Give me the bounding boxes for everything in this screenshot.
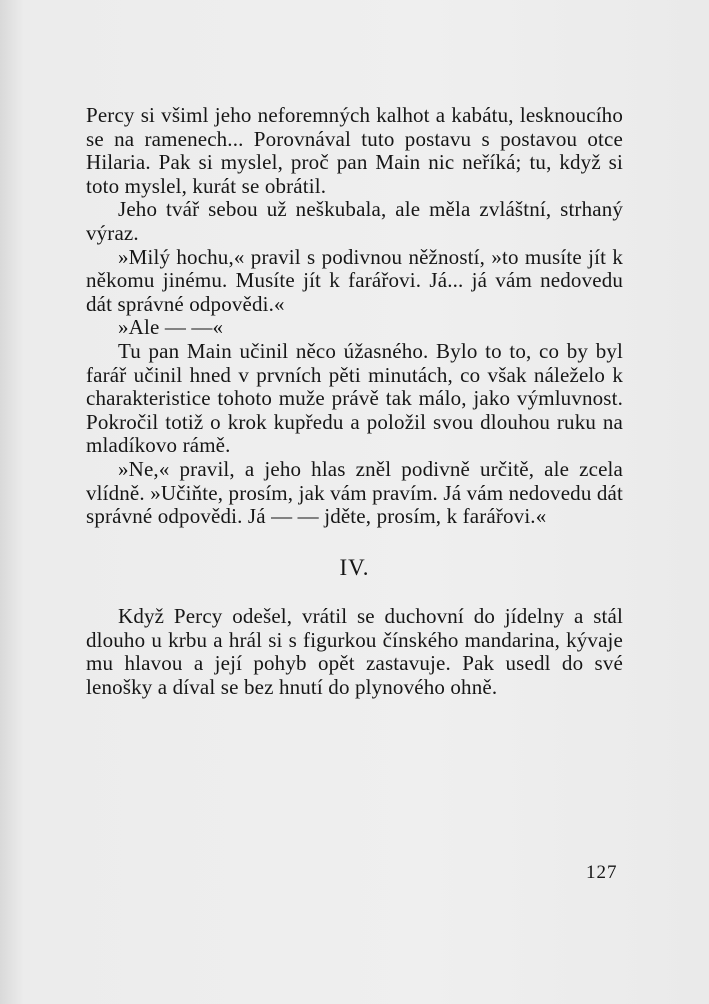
paragraph: Jeho tvář sebou už neškubala, ale měla zvláštní, strhaný výraz. bbox=[86, 197, 623, 245]
paragraph: »Ale — —« bbox=[118, 315, 224, 340]
paragraph: »Milý hochu,« pravil s podivnou něžností, »to musíte jít k někomu jinému. Musíte jít k farářovi. Já... já vám nedovedu dát správné odpovědi.« bbox=[86, 244, 623, 316]
paragraph: »Ne,« pravil, a jeho hlas zněl podivně určitě, ale zcela vlídně. »Učiňte, prosím, jak vám pravím. Já vám nedovedu dát správné odpovědi. Já — — jděte, prosím, k farářovi.« bbox=[86, 456, 623, 529]
page-number: 127 bbox=[586, 862, 618, 883]
body-text bbox=[86, 104, 623, 700]
paragraph: Percy si všiml jeho neforemných kalhot a kabátu, lesknoucího se na ramenech... Porovnával tuto postavu s postavou otce Hilaria. Pak si myslel, proč pan Main nic neříká; tu, když si toto myslel, kurát se obrátil. bbox=[86, 103, 623, 198]
section-heading: IV. bbox=[339, 554, 370, 580]
paragraph: Když Percy odešel, vrátil se duchovní do jídelny a stál dlouho u krbu a hrál si s figurkou čínského mandarina, kývaje mu hlavou a její pohyb opět zastavuje. Pak usedl do své lenošky a díval se bez hnutí do plynového ohně. bbox=[86, 604, 623, 700]
paragraph: Tu pan Main učinil něco úžasného. Bylo to to, co by byl farář učinil hned v prvních pěti minutách, co však náleželo k charakteristice tohoto muže právě tak málo, jako výmluvnost. Pokročil totiž o krok kupředu a položil svou dlouhou ruku na mladíkovo rámě. bbox=[86, 338, 623, 458]
